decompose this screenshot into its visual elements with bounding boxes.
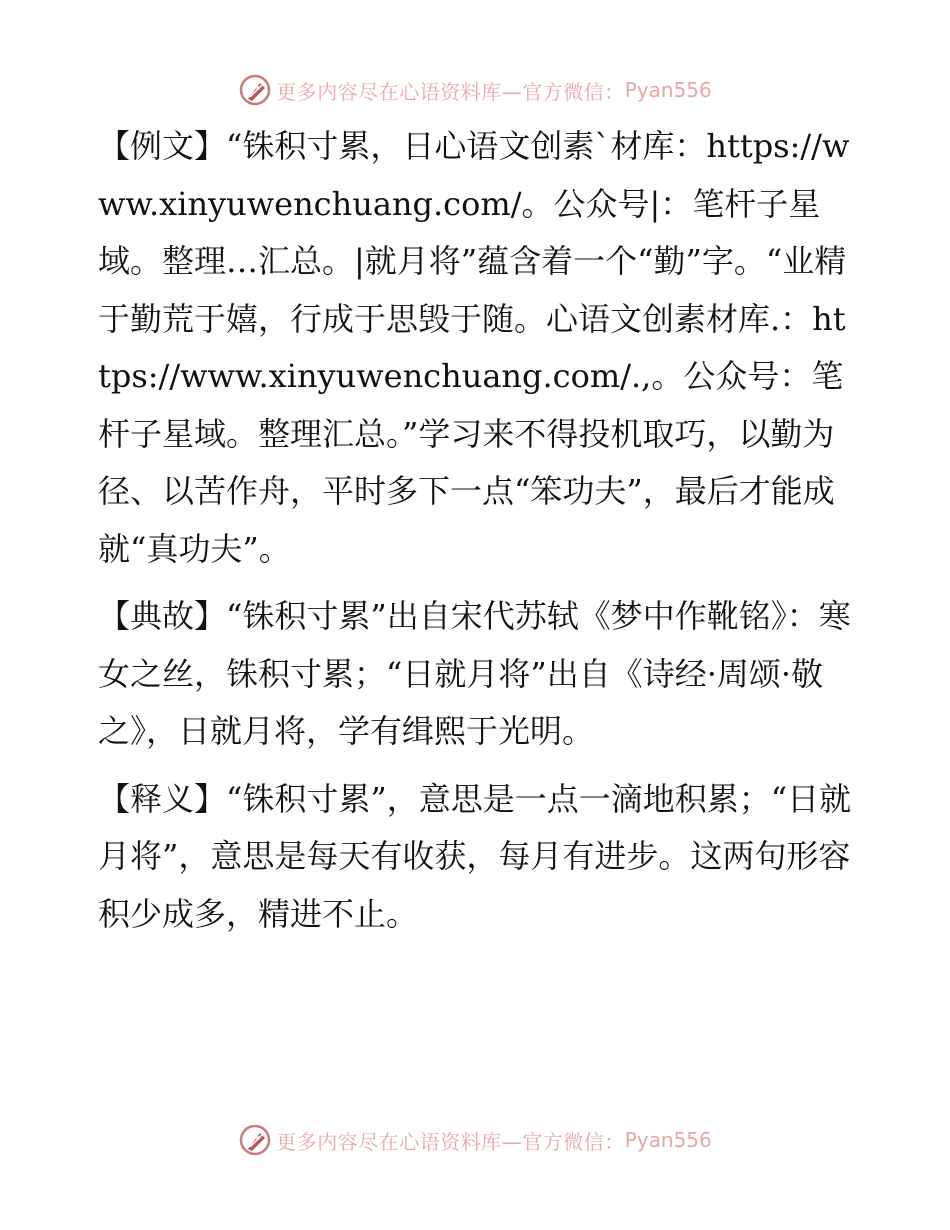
paragraph-allusion: 【典故】“铢积寸累”出自宋代苏轼《梦中作靴铭》：寒女之丝，铢积寸累；“日就月将”出自《诗经·周颂·敬之》，日就月将，学有缉熙于光明。 <box>98 597 851 750</box>
document-body <box>98 118 858 953</box>
header-contact-id: Pyan556 <box>624 78 712 102</box>
footer-contact-id: Pyan556 <box>624 1128 712 1152</box>
pen-nib-logo-icon <box>238 1123 272 1157</box>
footer-watermark-text: 更多内容尽在心语资料库—官方微信： <box>276 1129 625 1154</box>
footer-watermark <box>0 1120 950 1160</box>
pen-nib-logo-icon <box>238 73 272 107</box>
paragraph-example: 【例文】“铢积寸累，日心语文创素`材库：https://www.xinyuwenchuang.com/。公众号|：笔杆子星域。整理…汇总。|就月将”蕴含着一个“勤”字。“业精于勤荒于嬉，行成于思毁于随。心语文创素材库.：https://www.xinyuwenchuang.com/.,。公众号：笔杆子星域。整理汇总。”学习来不得投机取巧，以勤为径、以苦作舟，平时多下一点“笨功夫”，最后才能成就“真功夫”。 <box>98 127 850 568</box>
paragraph-meaning: 【释义】“铢积寸累”，意思是一点一滴地积累；“日就月将”，意思是每天有收获，每月有进步。这两句形容积少成多，精进不止。 <box>98 779 852 933</box>
header-watermark-text: 更多内容尽在心语资料库—官方微信： <box>276 79 625 104</box>
header-watermark <box>0 70 950 110</box>
